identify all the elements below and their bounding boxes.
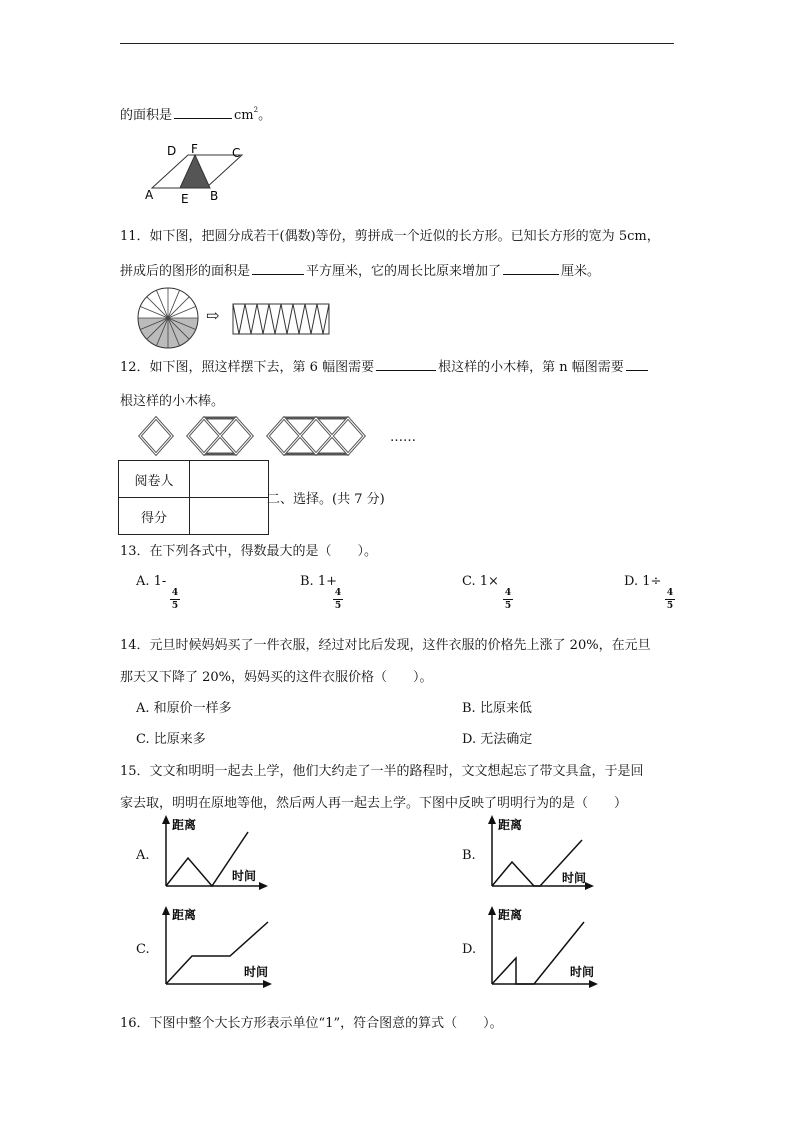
stick-pattern (130, 414, 370, 462)
q15-option-a[interactable]: A. (136, 848, 150, 863)
q16-stem: 16．下图中整个大长方形表示单位“1”，符合图意的算式（ ）。 (120, 1016, 503, 1031)
q10-answer-blank[interactable] (174, 118, 232, 119)
q14-option-d[interactable]: D. 无法确定 (462, 732, 533, 747)
q12-blank-6th[interactable] (376, 370, 436, 371)
svg-text:距离: 距离 (172, 908, 197, 922)
q15-line1: 15．文文和明明一起去上学，他们大约走了一半的路程时，文文想起忘了带文具盒，于是回 (120, 764, 644, 779)
q15-option-b[interactable]: B. (462, 848, 476, 863)
q11-line1: 11．如下图，把圆分成若干(偶数)等份，剪拼成一个近似的长方形。已知长方形的宽为 5cm， (120, 229, 660, 244)
q10-text: 的面积是 $cm^2$。 (120, 106, 272, 123)
q14-option-b[interactable]: B. 比原来低 (462, 701, 532, 716)
q13-option-b-fraction: 4 5 (334, 588, 342, 611)
svg-text:距离: 距离 (498, 908, 523, 922)
q13-option-c[interactable]: C. 1× (462, 574, 499, 589)
q15-option-d[interactable]: D. (462, 942, 477, 957)
q14-option-a[interactable]: A. 和原价一样多 (136, 701, 232, 716)
q15-graph-c (152, 902, 276, 990)
q11-blank-perimeter[interactable] (503, 274, 559, 275)
q14-line1: 14．元旦时候妈妈买了一件衣服，经过对比后发现，这件衣服的价格先上涨了 20%，在元旦 (120, 638, 651, 653)
shaded-triangle (180, 155, 210, 188)
stick-figure-1 (140, 418, 172, 454)
q15-graph-b (478, 812, 598, 892)
q15-graph-a (152, 812, 272, 892)
q11-line2: 拼成后的图形的面积是 平方厘米，它的周长比原来增加了 厘米。 (120, 264, 601, 279)
q13-stem: 13．在下列各式中，得数最大的是（ ）。 (120, 544, 378, 559)
q12-line1: 12．如下图，照这样摆下去，第 6 幅图需要 根这样的小木棒，第 n 幅图需要 (120, 356, 648, 375)
label-d: D (167, 144, 177, 158)
q13-option-a[interactable]: A. 1- (136, 574, 167, 589)
divided-circle (136, 286, 200, 350)
q12-blank-nth[interactable] (626, 370, 648, 371)
svg-text:时间: 时间 (232, 869, 257, 883)
section-title: 二、选择。(共 7 分) (267, 492, 385, 507)
q13-option-a-fraction: 4 5 (171, 588, 179, 611)
q15-line2: 家去取，明明在原地等他，然后两人再一起去上学。下图中反映了明明行为的是（ ） (120, 796, 628, 811)
approx-rectangle (232, 303, 330, 335)
label-f: F (191, 142, 198, 156)
q13-option-d[interactable]: D. 1÷ (624, 574, 662, 589)
label-b: B (210, 189, 219, 203)
q14-option-c[interactable]: C. 比原来多 (136, 732, 206, 747)
q14-line2: 那天又下降了 20%，妈妈买的这件衣服价格（ ）。 (120, 670, 433, 685)
q13-option-b[interactable]: B. 1+ (300, 574, 337, 589)
svg-text:时间: 时间 (562, 871, 587, 885)
q11-blank-area[interactable] (252, 274, 304, 275)
label-e: E (181, 192, 189, 206)
q15-graph-d (478, 902, 602, 990)
q13-option-c-fraction: 4 5 (504, 588, 512, 611)
label-c: C (232, 146, 241, 160)
score-table (118, 460, 269, 535)
ellipsis: …… (390, 430, 416, 445)
stick-figure-3 (268, 418, 364, 454)
q15-option-c[interactable]: C. (136, 942, 150, 957)
reviewer-cell[interactable] (190, 461, 269, 498)
svg-text:时间: 时间 (570, 965, 595, 979)
svg-text:时间: 时间 (244, 965, 269, 979)
reviewer-label: 阅卷人 (119, 461, 190, 498)
q13-option-d-fraction: 4 5 (666, 588, 674, 611)
parallelogram-figure (140, 140, 250, 206)
svg-text:距离: 距离 (172, 818, 197, 832)
label-a: A (145, 188, 154, 202)
header-rule (120, 43, 674, 44)
q12-line2: 根这样的小木棒。 (120, 394, 225, 409)
score-cell[interactable] (190, 498, 269, 535)
score-label: 得分 (119, 498, 190, 535)
arrow-icon: ⇨ (206, 306, 220, 325)
svg-text:距离: 距离 (498, 818, 523, 832)
